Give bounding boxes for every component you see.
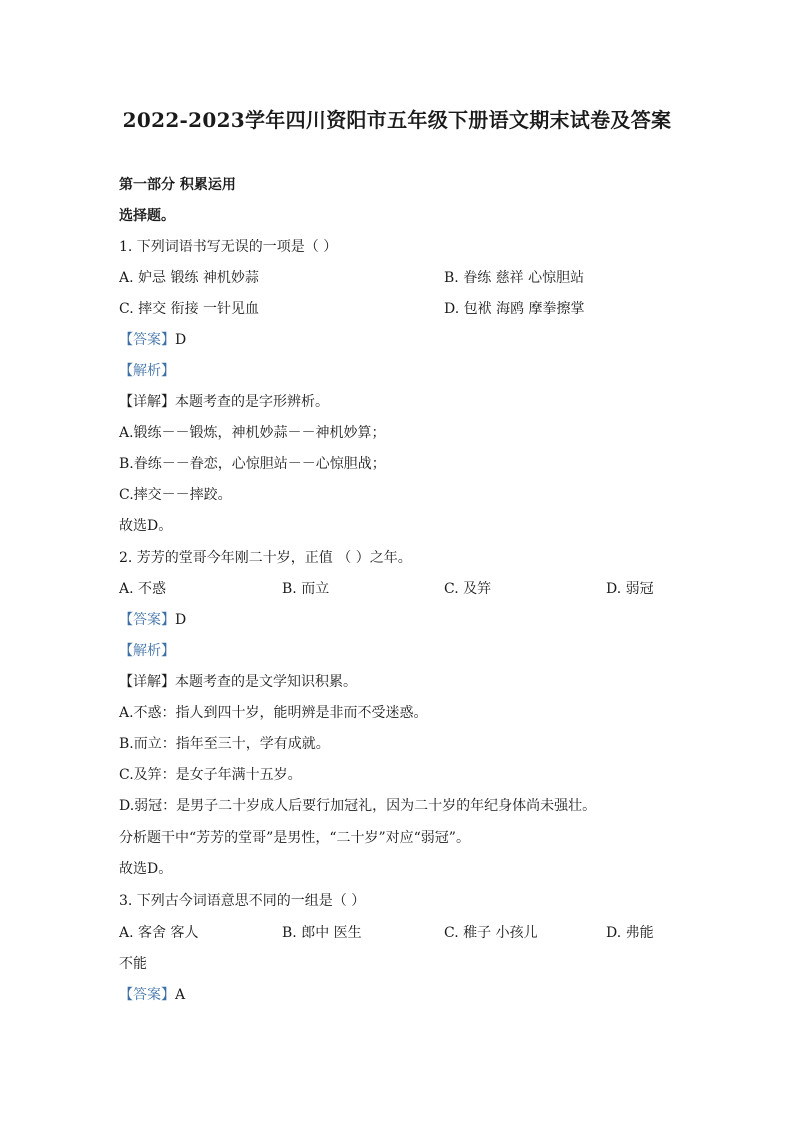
q2-detail-line: A.不惑：指人到四十岁，能明辨是非而不受迷惑。	[119, 705, 428, 721]
subsection-heading: 选择题。	[119, 208, 175, 224]
q2-conclusion: 故选D。	[119, 861, 173, 877]
q2-option-b: B. 而立	[282, 581, 330, 597]
detail-text: 本题考查的是文学知识积累。	[175, 674, 357, 690]
answer-value: A	[175, 987, 186, 1003]
q2-option-d: D. 弱冠	[606, 581, 654, 597]
q3-option-b: B. 郎中 医生	[282, 925, 362, 941]
q2-detail-line: 分析题干中“芳芳的堂哥”是男性，“二十岁”对应“弱冠”。	[119, 830, 470, 846]
answer-tag: 【答案】	[119, 612, 175, 628]
q1-option-a: A. 妒忌 锻练 神机妙蒜	[119, 270, 259, 286]
q2-detail-line: B.而立：指年至三十，学有成就。	[119, 736, 330, 752]
q2-option-c: C. 及笄	[444, 581, 492, 597]
detail-tag: 【详解】	[119, 674, 175, 690]
q2-stem: 2. 芳芳的堂哥今年刚二十岁，正值 （ ）之年。	[119, 550, 412, 566]
q2-detail-line: C.及笄：是女子年满十五岁。	[119, 767, 302, 783]
q1-answer	[119, 331, 186, 349]
q3-option-d: D. 弗能	[606, 925, 654, 941]
q2-answer	[119, 611, 186, 629]
q2-analysis-tag: 【解析】	[119, 643, 175, 659]
q3-option-d-wrap: 不能	[119, 956, 147, 972]
detail-text: 本题考查的是字形辨析。	[175, 394, 329, 410]
page-title: 2022-2023学年四川资阳市五年级下册语文期末试卷及答案	[122, 108, 672, 132]
q1-option-c: C. 摔交 衔接 一针见血	[119, 301, 260, 317]
answer-tag: 【答案】	[119, 987, 175, 1003]
q1-detail-line: B.眷练－－眷恋，心惊胆站－－心惊胆战；	[119, 456, 386, 472]
q3-stem: 3. 下列古今词语意思不同的一组是（ ）	[119, 893, 366, 909]
q1-option-d: D. 包袱 海鸥 摩拳擦掌	[444, 301, 585, 317]
q1-option-b: B. 眷练 慈祥 心惊胆站	[444, 270, 585, 286]
q3-option-a: A. 客舍 客人	[119, 925, 199, 941]
q2-detail	[119, 673, 357, 691]
answer-tag: 【答案】	[119, 332, 175, 348]
q1-analysis-tag: 【解析】	[119, 363, 175, 379]
q1-detail	[119, 393, 329, 411]
q1-stem: 1. 下列词语书写无误的一项是（ ）	[119, 239, 338, 255]
section-heading: 第一部分 积累运用	[119, 177, 236, 193]
detail-tag: 【详解】	[119, 394, 175, 410]
q3-option-c: C. 稚子 小孩儿	[444, 925, 538, 941]
q1-detail-line: C.摔交－－摔跤。	[119, 487, 232, 503]
answer-value: D	[175, 332, 187, 348]
q2-detail-line: D.弱冠：是男子二十岁成人后要行加冠礼，因为二十岁的年纪身体尚未强壮。	[119, 798, 597, 814]
q2-option-a: A. 不惑	[119, 581, 167, 597]
answer-value: D	[175, 612, 187, 628]
q1-detail-line: A.锻练－－锻炼，神机妙蒜－－神机妙算；	[119, 425, 386, 441]
q3-answer	[119, 986, 185, 1004]
q1-conclusion: 故选D。	[119, 518, 173, 534]
